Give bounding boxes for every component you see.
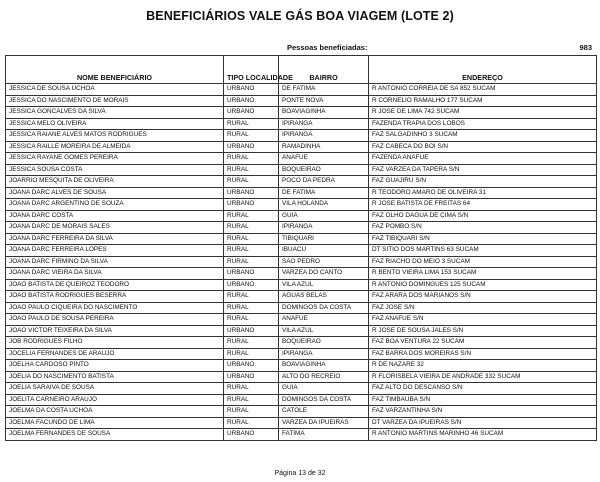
cell-neighborhood: ANAFUE <box>279 314 369 326</box>
cell-neighborhood: VILA AZUL <box>279 325 369 337</box>
cell-address: FAZ BOA VENTURA 22 SUCAM <box>369 337 597 349</box>
cell-address: FAZ JOSE S/N <box>369 302 597 314</box>
cell-name: JOB RODRIGUES FILHO <box>6 337 224 349</box>
column-header-locality-type: TIPO LOCALIDADE <box>224 56 279 84</box>
cell-name: JOAO PAULO CIQUEIRA DO NASCIMENTO <box>6 302 224 314</box>
cell-locality-type: URBANO <box>224 95 279 107</box>
cell-name: JOAO PAULO DE SOUSA PEREIRA <box>6 314 224 326</box>
cell-address: FAZ POMBO S/N <box>369 222 597 234</box>
table-row <box>6 199 597 211</box>
cell-neighborhood: DE FATIMA <box>279 187 369 199</box>
table-row <box>6 406 597 418</box>
cell-name: JESSICA RAIANE ALVES MATOS RODRIGUES <box>6 130 224 142</box>
cell-name: JESSICA RAILLE MOREIRA DE ALMEIDA <box>6 141 224 153</box>
cell-locality-type: RURAL <box>224 417 279 429</box>
cell-neighborhood: DE FATIMA <box>279 84 369 96</box>
table-row <box>6 95 597 107</box>
cell-address: DT VARZEA DA IPUEIRAS S/N <box>369 417 597 429</box>
table-row <box>6 325 597 337</box>
cell-address: FAZ VARZANTINHA S/N <box>369 406 597 418</box>
cell-locality-type: RURAL <box>224 406 279 418</box>
cell-neighborhood: BOQUEIRAO <box>279 337 369 349</box>
cell-locality-type: URBANO <box>224 360 279 372</box>
page-title: BENEFICIÁRIOS VALE GÁS BOA VIAGEM (LOTE 2) <box>146 9 454 23</box>
cell-neighborhood: GUIA <box>279 210 369 222</box>
table-row <box>6 314 597 326</box>
table-row <box>6 268 597 280</box>
cell-locality-type: RURAL <box>224 153 279 165</box>
cell-name: JOCELIA FERNANDES DE ARAUJO <box>6 348 224 360</box>
table-row <box>6 337 597 349</box>
table-row <box>6 291 597 303</box>
cell-neighborhood: VARZEA DO CANTO <box>279 268 369 280</box>
cell-name: JOANA DARC VIEIRA DA SILVA <box>6 268 224 280</box>
table-row <box>6 107 597 119</box>
cell-address: FAZENDA TRAPIA DOS LOBOS <box>369 118 597 130</box>
cell-neighborhood: RAMADINHA <box>279 141 369 153</box>
cell-address: R BENTO VIEIRA LIMA 153 SUCAM <box>369 268 597 280</box>
cell-locality-type: RURAL <box>224 245 279 257</box>
cell-address: R JOSE BATISTA DE FREITAS 64 <box>369 199 597 211</box>
cell-locality-type: RURAL <box>224 210 279 222</box>
cell-address: FAZ ARARA DOS MARIANOS S/N <box>369 291 597 303</box>
cell-name: JOANA DARC FIRMINO DA SILVA <box>6 256 224 268</box>
cell-name: JOANA DARC FERREIRA LOPES <box>6 245 224 257</box>
table-row <box>6 256 597 268</box>
cell-address: FAZ SALGADINHO 3 SUCAM <box>369 130 597 142</box>
cell-neighborhood: VARZEA DA IPUEIRAS <box>279 417 369 429</box>
cell-neighborhood: PONTE NOVA <box>279 95 369 107</box>
cell-locality-type: RURAL <box>224 314 279 326</box>
cell-address: FAZ BARRA DOS MOREIRAS S/N <box>369 348 597 360</box>
cell-locality-type: RURAL <box>224 130 279 142</box>
cell-name: JOELMA FACUNDO DE LIMA <box>6 417 224 429</box>
table-row <box>6 417 597 429</box>
beneficiaries-summary <box>0 43 600 55</box>
cell-name: JOAO VICTOR TEIXEIRA DA SILVA <box>6 325 224 337</box>
cell-address: R FLORISBELA VIEIRA DE ANDRADE 332 SUCAM <box>369 371 597 383</box>
column-header-address: ENDEREÇO <box>369 56 597 84</box>
table-row <box>6 187 597 199</box>
cell-neighborhood: ALTO DO RECREIO <box>279 371 369 383</box>
cell-address: FAZ OLHO DAGUA DE CIMA S/N <box>369 210 597 222</box>
cell-address: FAZ ANAFUE S/N <box>369 314 597 326</box>
cell-name: JESSICA DE SOUSA UCHOA <box>6 84 224 96</box>
cell-locality-type: RURAL <box>224 118 279 130</box>
beneficiaries-label: Pessoas beneficiadas: <box>287 43 368 52</box>
table-row <box>6 84 597 96</box>
cell-address: FAZ VARZEA DA TAPERA S/N <box>369 164 597 176</box>
cell-name: JESSICA RAYANE GOMES PEREIRA <box>6 153 224 165</box>
cell-locality-type: URBANO <box>224 429 279 441</box>
table-row <box>6 233 597 245</box>
cell-name: JOAO BATISTA RODRIGUES BESERRA <box>6 291 224 303</box>
cell-locality-type: URBANO <box>224 187 279 199</box>
cell-name: JOANA DARC FERREIRA DA SILVA <box>6 233 224 245</box>
cell-address: FAZ TIMBAUBA S/N <box>369 394 597 406</box>
cell-neighborhood: DOMINGOS DA COSTA <box>279 394 369 406</box>
cell-address: DT SITIO DOS MARTINS 63 SUCAM <box>369 245 597 257</box>
cell-neighborhood: IBUACU <box>279 245 369 257</box>
cell-name: JESSICA DO NASCIMENTO DE MORAIS <box>6 95 224 107</box>
table-row <box>6 164 597 176</box>
cell-address: R DE NAZARE 32 <box>369 360 597 372</box>
page-number: Página 13 de 32 <box>274 470 326 477</box>
cell-address: R ANTONIO CORREIA DE SA 852 SUCAM <box>369 84 597 96</box>
cell-locality-type: RURAL <box>224 394 279 406</box>
table-row <box>6 176 597 188</box>
cell-locality-type: RURAL <box>224 383 279 395</box>
table-row <box>6 302 597 314</box>
table-header-row <box>6 56 597 84</box>
cell-locality-type: URBANO <box>224 107 279 119</box>
cell-address: R ANTONIO DOMINGUES 125 SUCAM <box>369 279 597 291</box>
cell-locality-type: URBANO <box>224 199 279 211</box>
cell-neighborhood: BOQUEIRAO <box>279 164 369 176</box>
cell-neighborhood: BOAVIAGINHA <box>279 360 369 372</box>
cell-address: FAZ CABECA DO BOI S/N <box>369 141 597 153</box>
table-row <box>6 118 597 130</box>
table-row <box>6 348 597 360</box>
cell-locality-type: URBANO <box>224 279 279 291</box>
cell-name: JOAO BATISTA DE QUEIROZ TEODORO <box>6 279 224 291</box>
cell-name: JOELIA SARAIVA DE SOUSA <box>6 383 224 395</box>
cell-neighborhood: POCO DA PEDRA <box>279 176 369 188</box>
cell-address: FAZ ALTO DO DESCANSO S/N <box>369 383 597 395</box>
table-row <box>6 279 597 291</box>
cell-address: R JOSE DE SOUSA JALES S/N <box>369 325 597 337</box>
cell-neighborhood: GUIA <box>279 383 369 395</box>
cell-address: FAZ GUAJIRU S/N <box>369 176 597 188</box>
cell-address: FAZ TIBIQUARI S/N <box>369 233 597 245</box>
cell-name: JOANA DARC COSTA <box>6 210 224 222</box>
cell-locality-type: RURAL <box>224 291 279 303</box>
table-row <box>6 141 597 153</box>
cell-address: R CORNELIO RAMALHO 177 SUCAM <box>369 95 597 107</box>
cell-name: JOELHA CARDOSO PINTO <box>6 360 224 372</box>
cell-neighborhood: IPIRANGA <box>279 348 369 360</box>
cell-neighborhood: ANAFUE <box>279 153 369 165</box>
column-header-neighborhood: BAIRRO <box>279 56 369 84</box>
cell-neighborhood: DOMINGOS DA COSTA <box>279 302 369 314</box>
cell-address: FAZENDA ANAFUE <box>369 153 597 165</box>
table-row <box>6 394 597 406</box>
table-row <box>6 222 597 234</box>
cell-neighborhood: SAO PEDRO <box>279 256 369 268</box>
column-header-name: NOME BENEFICIÁRIO <box>6 56 224 84</box>
cell-neighborhood: IPIRANGA <box>279 130 369 142</box>
table-row <box>6 210 597 222</box>
cell-name: JOANA DARC ARGENTINO DE SOUZA <box>6 199 224 211</box>
cell-neighborhood: VILA HOLANDA <box>279 199 369 211</box>
cell-locality-type: RURAL <box>224 302 279 314</box>
table-row <box>6 130 597 142</box>
table-row <box>6 153 597 165</box>
cell-locality-type: RURAL <box>224 337 279 349</box>
cell-locality-type: RURAL <box>224 222 279 234</box>
cell-name: JOELMA DA COSTA UCHOA <box>6 406 224 418</box>
table-row <box>6 360 597 372</box>
cell-neighborhood: FATIMA <box>279 429 369 441</box>
cell-locality-type: URBANO <box>224 141 279 153</box>
beneficiaries-table <box>5 55 597 441</box>
table-row <box>6 383 597 395</box>
table-row <box>6 245 597 257</box>
cell-locality-type: RURAL <box>224 164 279 176</box>
cell-locality-type: URBANO <box>224 371 279 383</box>
cell-address: R ANTONIO MARTINS MARINHO 46 SUCAM <box>369 429 597 441</box>
cell-neighborhood: AGUAS BELAS <box>279 291 369 303</box>
cell-name: JESSICA SOUSA COSTA <box>6 164 224 176</box>
cell-neighborhood: IPIRANGA <box>279 222 369 234</box>
cell-locality-type: RURAL <box>224 348 279 360</box>
cell-locality-type: URBANO <box>224 268 279 280</box>
cell-neighborhood: TIBIQUARI <box>279 233 369 245</box>
cell-neighborhood: IPIRANGA <box>279 118 369 130</box>
cell-name: JOARRIO MESQUITA DE OLIVEIRA <box>6 176 224 188</box>
cell-neighborhood: BOAVIAGINHA <box>279 107 369 119</box>
cell-name: JOANA DARC ALVES DE SOUSA <box>6 187 224 199</box>
cell-locality-type: URBANO <box>224 325 279 337</box>
table-row <box>6 429 597 441</box>
cell-locality-type: URBANO <box>224 84 279 96</box>
cell-neighborhood: CATOLE <box>279 406 369 418</box>
cell-address: R JOSE DE LIMA 742 SUCAM <box>369 107 597 119</box>
cell-neighborhood: VILA AZUL <box>279 279 369 291</box>
cell-address: FAZ RIACHO DO MEIO 3 SUCAM <box>369 256 597 268</box>
table-row <box>6 371 597 383</box>
cell-address: R TEODORO AMARO DE OLIVEIRA 31 <box>369 187 597 199</box>
cell-name: JESSICA MELO OLIVEIRA <box>6 118 224 130</box>
cell-name: JOANA DARC DE MORAIS SALES <box>6 222 224 234</box>
cell-name: JOELMA FERNANDES DE SOUSA <box>6 429 224 441</box>
beneficiaries-count: 983 <box>579 43 592 52</box>
cell-locality-type: RURAL <box>224 176 279 188</box>
cell-locality-type: RURAL <box>224 233 279 245</box>
cell-locality-type: RURAL <box>224 256 279 268</box>
cell-name: JOELIA DO NASCIMENTO BATISTA <box>6 371 224 383</box>
cell-name: JOELITA CARNEIRO ARAUJO <box>6 394 224 406</box>
cell-name: JESSICA GONCALVES DA SILVA <box>6 107 224 119</box>
table-body <box>6 84 597 441</box>
